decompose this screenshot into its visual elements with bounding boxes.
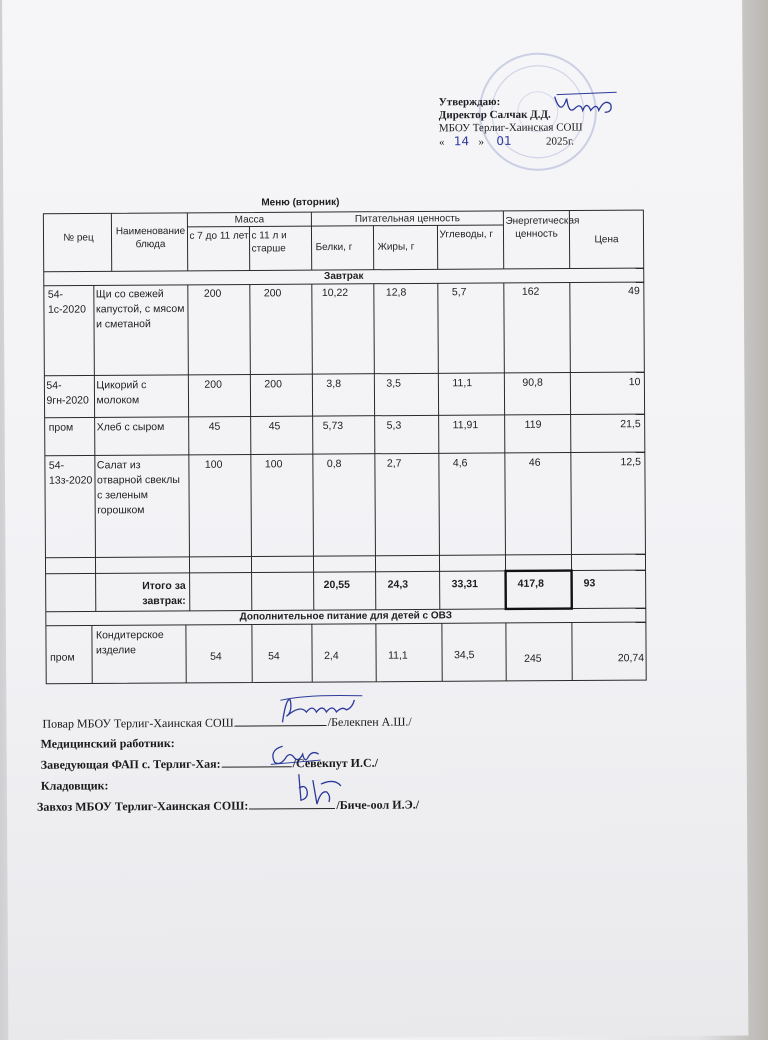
- header-mass: Масса: [187, 213, 311, 227]
- row4-mass2: 100: [265, 457, 283, 472]
- row3-protein: 5,73: [323, 419, 344, 434]
- row2-num: 54-9гн-2020: [46, 378, 94, 408]
- total-protein: 20,55: [324, 578, 350, 593]
- row1-energy: 162: [522, 285, 540, 300]
- sig-storekeeper: [41, 778, 109, 793]
- header-energy: Энергетическая ценность: [505, 215, 567, 241]
- row3-price: 21,5: [571, 417, 641, 432]
- row2-energy: 90,8: [522, 376, 543, 391]
- header-nutrition: Питательная ценность: [311, 212, 503, 226]
- row2-mass1: 200: [204, 378, 222, 393]
- header-mass-7-11: с 7 до 11 лет: [189, 229, 249, 242]
- sig-supply: [37, 797, 419, 814]
- sig-fap-role: Заведующая ФАП с. Терлиг-Хая:: [41, 757, 221, 772]
- fap-signature: [265, 740, 325, 770]
- cook-signature: [276, 692, 366, 729]
- sig-fap-name: /Севекпут И.С./: [293, 756, 378, 771]
- extra-protein: 2,4: [324, 649, 339, 664]
- row2-name: Цикорий с молоком: [96, 378, 186, 409]
- row3-num: пром: [49, 420, 93, 435]
- sig-storekeeper-role: Кладовщик:: [41, 778, 109, 792]
- row1-name: Щи со свежей капустой, с мясом и сметаной: [96, 287, 186, 333]
- row3-energy: 119: [525, 418, 542, 433]
- row2-mass2: 200: [264, 377, 282, 392]
- row4-protein: 0,8: [327, 457, 342, 472]
- row2-price: 10: [570, 375, 640, 390]
- row4-carbs: 4,6: [453, 456, 468, 471]
- sig-cook-name: /Белекпен А.Ш./: [328, 715, 412, 730]
- extra-price: 20,74: [572, 651, 644, 666]
- row4-mass1: 100: [205, 458, 223, 473]
- sig-supply-name: /Биче-оол И.Э./: [336, 797, 419, 812]
- extra-mass2: 54: [268, 649, 280, 664]
- row3-fat: 5,3: [387, 419, 402, 434]
- menu-table-grid: [2, 0, 746, 690]
- total-fat: 24,3: [388, 578, 409, 593]
- row1-protein: 10,22: [322, 286, 348, 301]
- date-month: 01: [484, 135, 524, 148]
- approval-school: МБОУ Терлиг-Хаинская СОШ: [439, 121, 583, 135]
- header-carbs: Углеводы, г: [439, 228, 501, 241]
- approval-date: « 14 » 01 2025г.: [439, 134, 583, 149]
- section-extra: Дополнительное питание для детей с ОВЗ: [46, 608, 646, 626]
- extra-num: пром: [50, 650, 90, 665]
- sig-supply-role: Завхоз МБОУ Терлиг-Хаинская СОШ:: [37, 799, 248, 814]
- header-protein: Белки, г: [316, 241, 374, 254]
- supply-signature: [291, 770, 345, 810]
- row1-price: 49: [570, 284, 640, 299]
- row2-fat: 3,5: [386, 377, 401, 392]
- row1-carbs: 5,7: [452, 285, 467, 300]
- row4-fat: 2,7: [387, 457, 402, 472]
- sig-medic: [41, 736, 175, 752]
- header-name: Наименование блюда: [115, 225, 185, 251]
- document-sheet: [2, 0, 748, 1040]
- row2-protein: 3,8: [326, 377, 341, 392]
- row3-mass1: 45: [209, 420, 221, 435]
- row1-fat: 12,8: [386, 286, 407, 301]
- total-carbs: 33,31: [452, 577, 478, 592]
- date-day: 14: [444, 135, 478, 148]
- extra-mass1: 54: [210, 650, 222, 665]
- row4-num: 54-13з-2020: [49, 458, 93, 488]
- menu-title: Меню (вторник): [261, 197, 339, 208]
- row1-mass1: 200: [204, 287, 222, 302]
- extra-name: Кондитерское изделие: [96, 628, 184, 659]
- sig-medic-role: Медицинский работник:: [41, 736, 175, 751]
- total-label: Итого за завтрак:: [118, 579, 186, 609]
- total-price: 93: [584, 576, 596, 591]
- header-fat: Жиры, г: [378, 240, 436, 253]
- header-price: Цена: [569, 233, 643, 246]
- row4-energy: 46: [529, 456, 541, 471]
- header-num: № рец: [47, 231, 109, 244]
- extra-carbs: 34,5: [454, 648, 475, 663]
- section-breakfast: Завтрак: [44, 268, 644, 286]
- approval-director: Директор Салчак Д.Д.: [439, 108, 583, 122]
- row4-name: Салат из отварной свеклы с зеленым горошком: [97, 458, 183, 519]
- row3-mass2: 45: [269, 419, 281, 434]
- row3-carbs: 11,91: [453, 418, 479, 433]
- extra-energy: 245: [524, 652, 542, 667]
- total-energy: 417,8: [518, 577, 544, 592]
- row4-price: 12,5: [571, 455, 641, 470]
- approval-heading: Утверждаю:: [439, 95, 583, 109]
- row2-carbs: 11,1: [452, 376, 472, 391]
- row1-num: 54-1с-2020: [48, 287, 92, 317]
- row1-mass2: 200: [264, 286, 282, 301]
- sig-cook-role: Повар МБОУ Терлиг-Хаинская СОШ: [42, 716, 233, 731]
- row3-name: Хлеб с сыром: [97, 420, 179, 436]
- header-mass-11: с 11 л и старше: [251, 229, 311, 255]
- extra-fat: 11,1: [388, 649, 408, 664]
